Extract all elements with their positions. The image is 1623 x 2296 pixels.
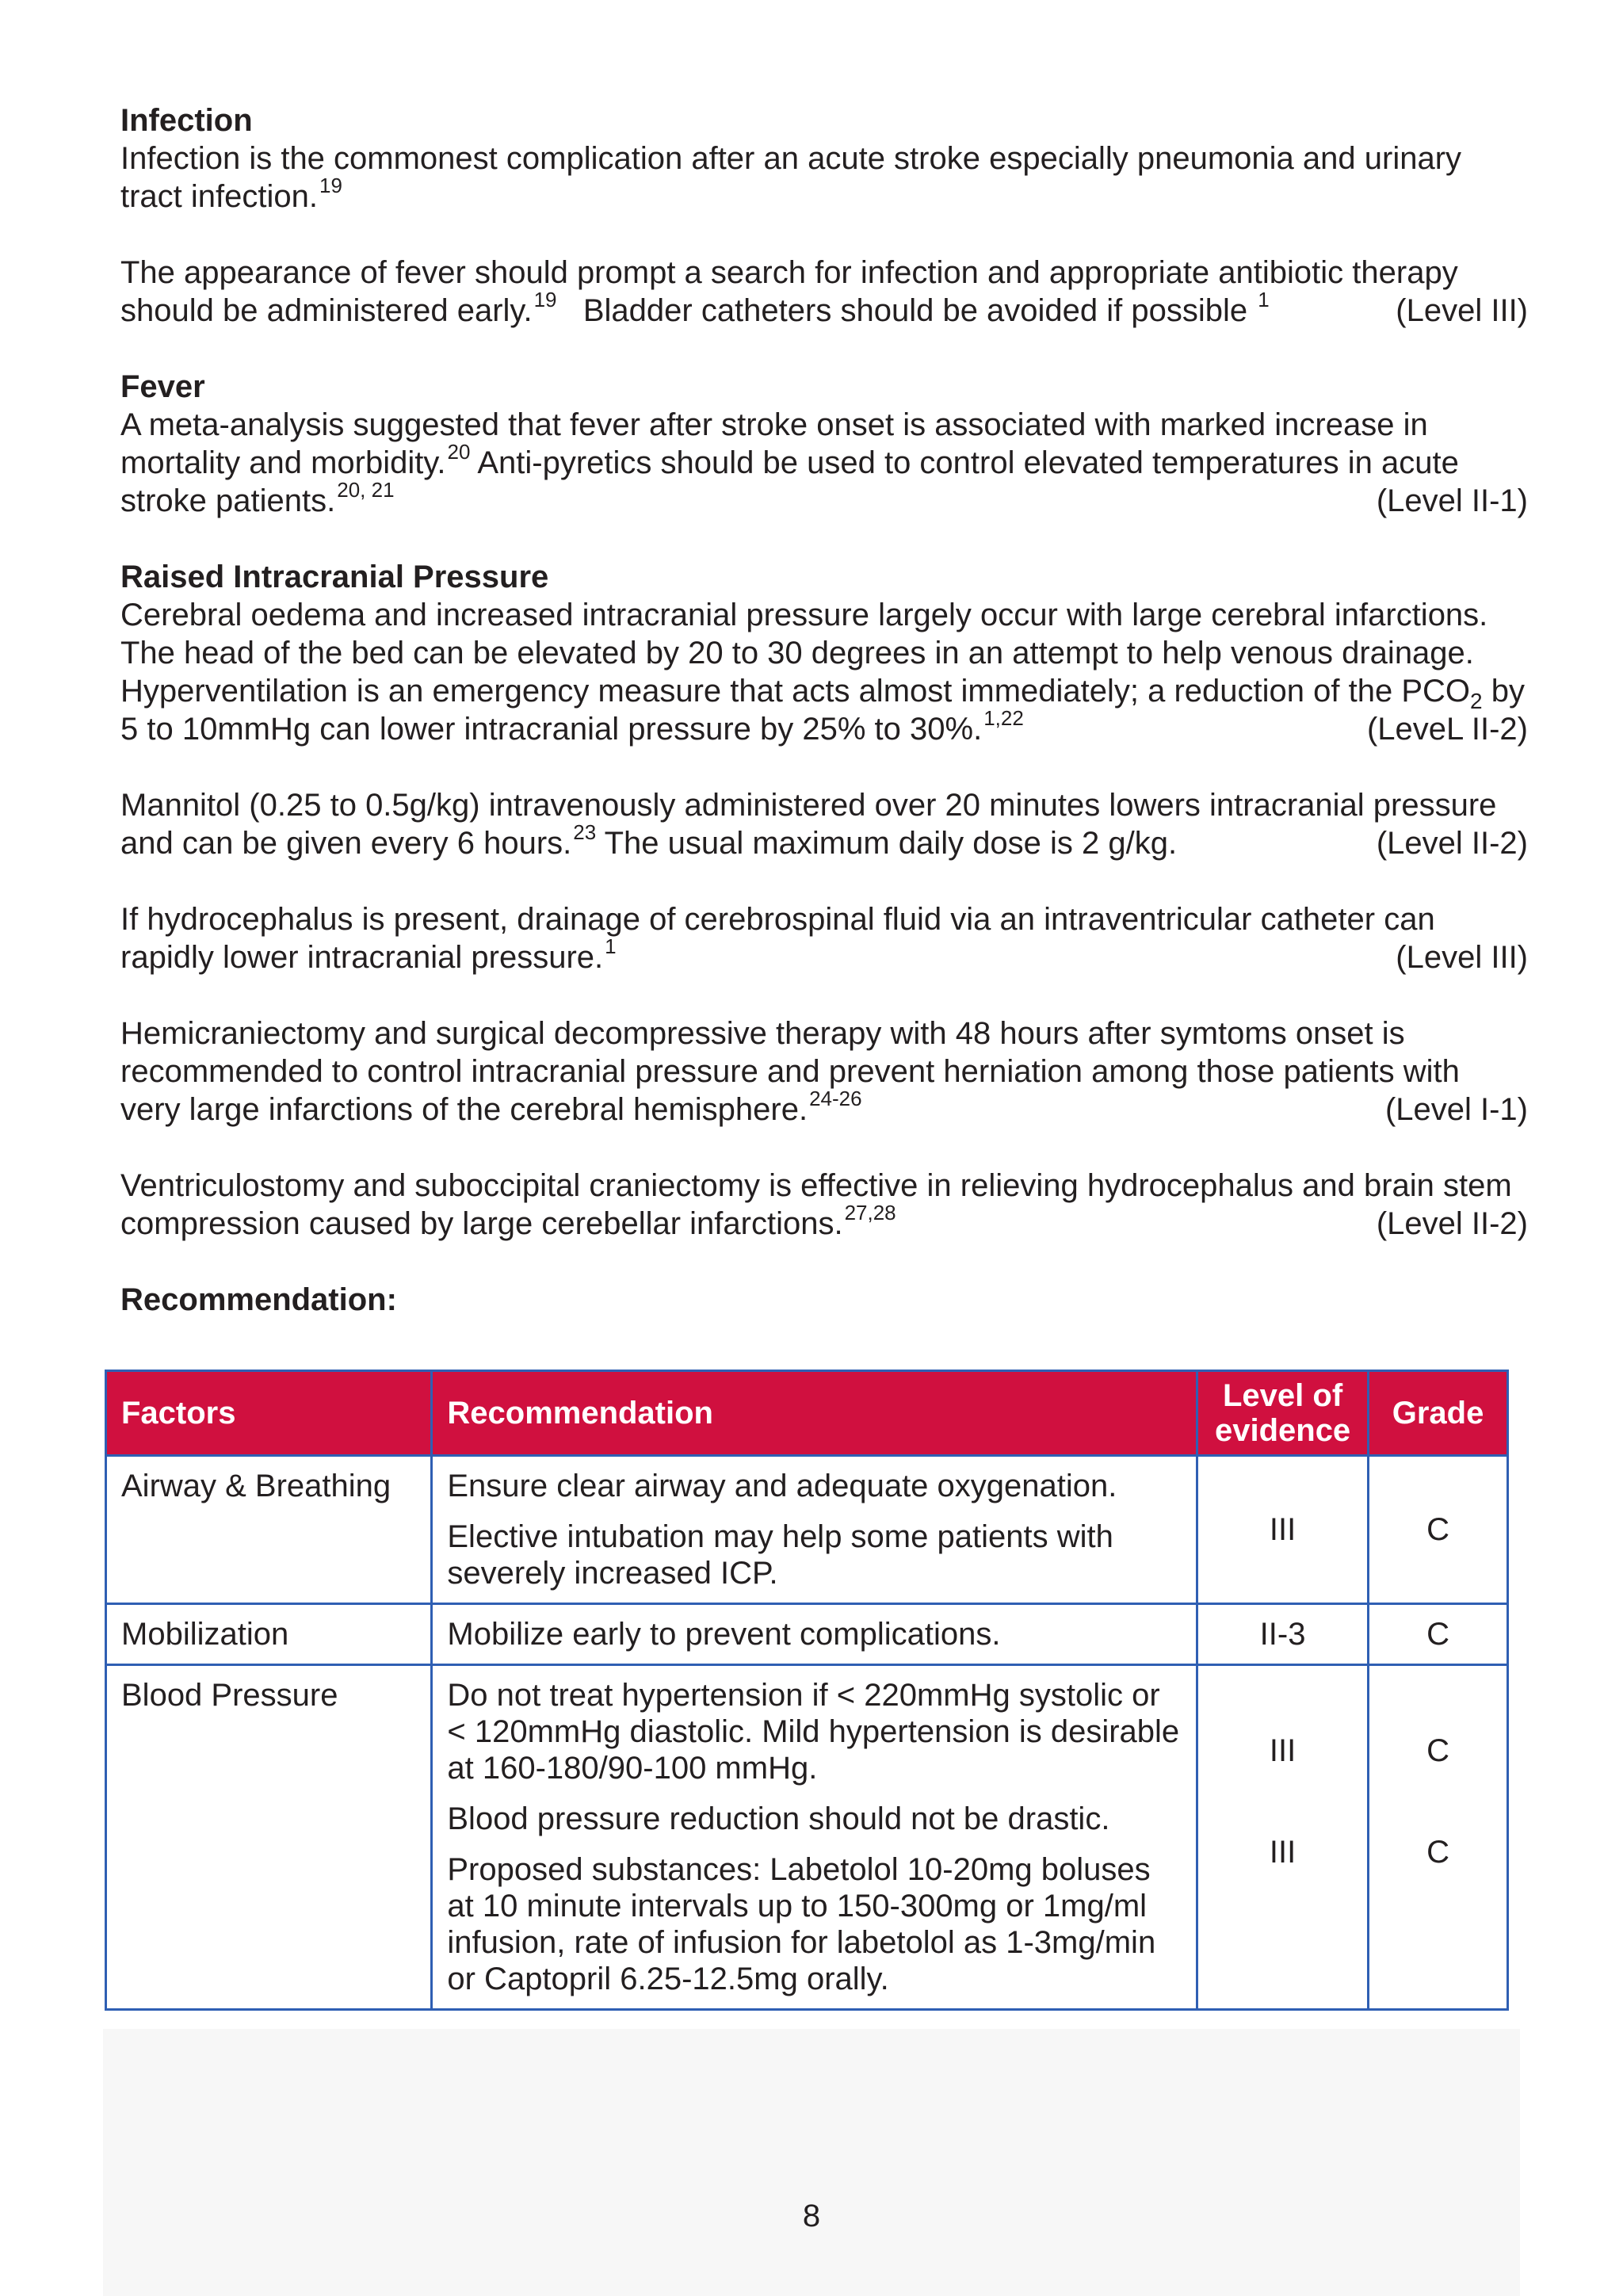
evidence-level: (Level II-2) [1376,1206,1528,1241]
recommendation-text: Proposed substances: Labetolol 10-20mg boluses at 10 minute intervals up to 150-300mg or 1mg/ml infusion, rate of infusion for labetolol as 1-3mg/min or Captopril 6.25-12.5mg orally. [447,1852,1156,1996]
header-grade: Grade [1369,1371,1508,1456]
paragraph: The appearance of fever should prompt a search for infection and appropriate antibiotic therapy should be administered early.$^{19}$ Bladder catheters should be avoided if possible $^1$ (Level III) [120,255,1528,328]
header-recommendation: Recommendation [432,1371,1197,1456]
evidence-level: (Level III) [1396,293,1528,328]
recommendation-cell [432,1604,1197,1665]
reference-marker: 1,22 [983,705,1024,730]
reference-marker: 20 [447,439,471,464]
reference-marker: 27,28 [844,1200,896,1224]
header-factors: Factors [106,1371,432,1456]
recommendation-cell [432,1456,1197,1604]
table-row [106,1604,1508,1665]
evidence-level: (Level I-1) [1384,1092,1528,1127]
header-level-of-evidence: Level of evidence [1197,1371,1369,1456]
reference-marker: 23 [573,819,597,844]
level-cell: III [1197,1456,1369,1604]
level-value: III [1269,1733,1296,1768]
level-value: III [1269,1835,1296,1870]
section-heading: Raised Intracranial Pressure [120,560,549,594]
evidence-level: (Level III) [1396,940,1528,975]
recommendation-text: Ensure clear airway and adequate oxygenation. [447,1469,1117,1503]
reference-marker: 1 [1258,287,1270,311]
section-heading: Infection [120,103,253,138]
document-body [120,101,1528,1319]
reference-marker: 19 [533,287,557,311]
paragraph: Hemicraniectomy and surgical decompressive therapy with 48 hours after symtoms onset is recommended to control intracranial pressure and prevent herniation among those patients with very large infarctions of the cerebral hemisphere.$^{24-26}$ (Level I-1) [120,1016,1528,1127]
paragraph: A meta-analysis suggested that fever after stroke onset is associated with marked increase in mortality and morbidity.$^{20}$ Anti-pyretics should be used to control elevated temperatures in acute stroke patients.$^{20, 21}$ (Level II-1) [120,407,1528,518]
table-row [106,1665,1508,2010]
level-cell: II-3 [1197,1604,1369,1665]
grade-cell [1369,1665,1508,2010]
factor-cell: Mobilization [106,1604,432,1665]
paragraph: Mannitol (0.25 to 0.5g/kg) intravenously administered over 20 minutes lowers intracranial pressure and can be given every 6 hours.$^{23}$ The usual maximum daily dose is 2 g/kg. (Level II-2) [120,788,1528,861]
table-row [106,1456,1508,1604]
grade-value: C [1426,1835,1449,1870]
reference-marker: 20, 21 [337,477,395,502]
grade-cell: C [1369,1604,1508,1665]
recommendation-table [105,1370,1509,2011]
evidence-level: (Level II-2) [1376,826,1528,861]
section-raised-icp [120,558,1528,1243]
recommendation-text: Elective intubation may help some patients with severely increased ICP. [447,1519,1113,1591]
table-header-row [106,1371,1508,1456]
recommendation-cell [432,1665,1197,2010]
paragraph: If hydrocephalus is present, drainage of cerebrospinal fluid via an intraventricular catheter can rapidly lower intracranial pressure.$^1$ (Level III) [120,902,1528,975]
factor-cell: Airway & Breathing [106,1456,432,1604]
section-heading: Fever [120,369,205,404]
paragraph: Cerebral oedema and increased intracranial pressure largely occur with large cerebral infarctions. The head of the bed can be elevated by 20 to 30 degrees in an attempt to help venous drainage. Hyperventilation is an emergency measure that acts almost immediately; a reduction of the $PCO_2$ by 5 to 10mmHg can lower intracranial pressure by 25% to 30%.$^{1,22}$ (LeveL II-2) [120,598,1528,747]
section-fever [120,368,1528,520]
factor-cell: Blood Pressure [106,1665,432,2010]
page-footer-band [103,2029,1520,2296]
evidence-level: (LeveL II-2) [1366,712,1528,747]
reference-marker: 1 [605,934,617,958]
level-cell [1197,1665,1369,2010]
recommendation-text: Do not treat hypertension if < 220mmHg systolic or < 120mmHg diastolic. Mild hypertension is desirable at 160-180/90-100 mmHg. [447,1678,1180,1786]
page-number: 8 [802,2199,821,2233]
grade-cell: C [1369,1456,1508,1604]
subscript: 2 [1470,689,1483,713]
grade-value: C [1426,1733,1449,1768]
recommendation-heading: Recommendation: [120,1282,397,1317]
reference-marker: 24-26 [809,1086,862,1110]
section-infection [120,101,1528,330]
evidence-level: (Level II-1) [1376,483,1528,518]
reference-marker: 19 [319,173,342,197]
recommendation-text: Blood pressure reduction should not be drastic. [447,1801,1110,1836]
recommendation-text: Mobilize early to prevent complications. [447,1617,1001,1652]
paragraph: Ventriculostomy and suboccipital craniectomy is effective in relieving hydrocephalus and brain stem compression caused by large cerebellar infarctions.$^{27,28}$ (Level II-2) [120,1168,1528,1241]
paragraph: Infection is the commonest complication after an acute stroke especially pneumonia and urinary tract infection.$^{19}$ [120,141,1462,214]
